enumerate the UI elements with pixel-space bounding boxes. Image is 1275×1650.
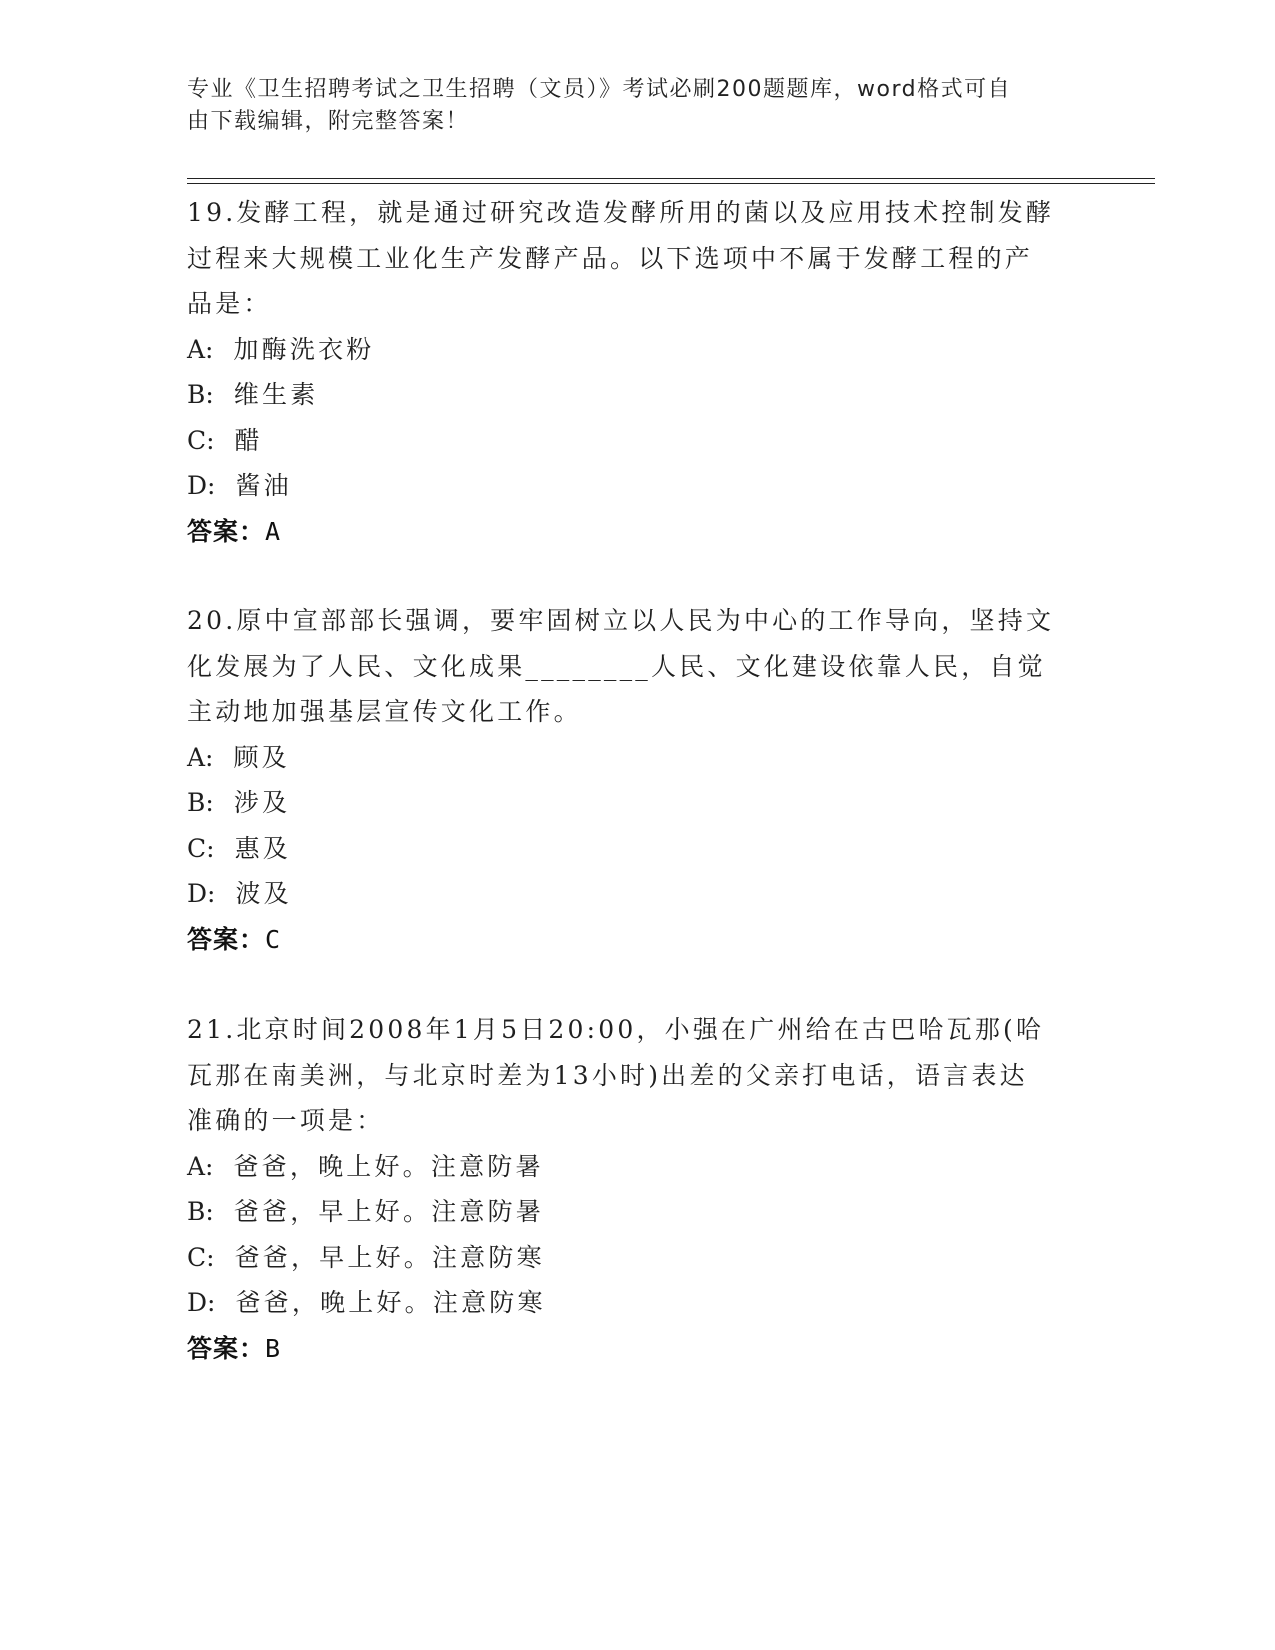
- header-divider-top: [187, 178, 1155, 179]
- answer-line: [187, 917, 1087, 963]
- option-text: 惠及: [234, 833, 291, 863]
- option-text: 爸爸，早上好。注意防寒: [234, 1242, 545, 1272]
- answer-label: 答案：: [187, 924, 266, 954]
- answer-line: [187, 1326, 1087, 1372]
- document-header: [187, 74, 1067, 138]
- option-d: [187, 463, 1087, 509]
- answer-value: B: [265, 1333, 282, 1363]
- question-stem-line: 过程来大规模工业化生产发酵产品。以下选项中不属于发酵工程的产: [187, 243, 1034, 273]
- question-stem-line: 21.北京时间2008年1月5日20:00，小强在广州给在古巴哈瓦那(哈: [187, 1015, 1045, 1044]
- option-letter: D:: [187, 879, 216, 908]
- option-text: 加酶洗衣粉: [233, 334, 375, 364]
- option-a: [187, 735, 1087, 781]
- option-letter: A:: [187, 1151, 214, 1181]
- option-a: [187, 327, 1087, 373]
- question-stem-line: 瓦那在南美洲，与北京时差为13小时)出差的父亲打电话，语言表达: [187, 1060, 1028, 1090]
- option-letter: C:: [187, 833, 215, 863]
- option-text: 酱油: [235, 471, 292, 500]
- option-c: [187, 418, 1087, 464]
- option-d: [187, 871, 1087, 917]
- option-letter: B:: [187, 788, 214, 817]
- option-letter: B:: [187, 380, 214, 409]
- question-19: [187, 190, 1087, 554]
- answer-value: C: [265, 924, 282, 954]
- option-letter: D:: [187, 1288, 216, 1317]
- option-c: [187, 826, 1087, 872]
- answer-label: 答案：: [187, 516, 266, 546]
- question-stem-line: 19.发酵工程，就是通过研究改造发酵所用的菌以及应用技术控制发酵: [187, 198, 1055, 227]
- option-text: 顾及: [233, 742, 290, 772]
- option-text: 爸爸，晚上好。注意防暑: [233, 1151, 544, 1181]
- question-21: [187, 1007, 1087, 1371]
- option-text: 醋: [234, 425, 263, 455]
- option-text: 维生素: [233, 380, 319, 409]
- question-stem-line: 主动地加强基层宣传文化工作。: [187, 697, 582, 726]
- option-d: [187, 1280, 1087, 1326]
- option-letter: C:: [187, 1242, 215, 1272]
- answer-value: A: [265, 516, 282, 546]
- option-text: 波及: [235, 879, 292, 908]
- option-text: 爸爸，晚上好。注意防寒: [235, 1288, 546, 1317]
- option-b: [187, 780, 1087, 826]
- option-c: [187, 1235, 1087, 1281]
- question-stem-line: 20.原中宣部部长强调，要牢固树立以人民为中心的工作导向，坚持文: [187, 606, 1055, 635]
- answer-label: 答案：: [187, 1333, 266, 1363]
- option-letter: A:: [187, 742, 214, 772]
- option-letter: A:: [187, 334, 214, 364]
- option-a: [187, 1144, 1087, 1190]
- question-20: [187, 598, 1087, 962]
- question-stem-line: 准确的一项是：: [187, 1106, 385, 1135]
- option-letter: D:: [187, 471, 216, 500]
- option-letter: B:: [187, 1197, 214, 1226]
- option-b: [187, 1189, 1087, 1235]
- answer-line: [187, 509, 1087, 555]
- option-b: [187, 372, 1087, 418]
- question-stem-line: 品是：: [187, 289, 272, 318]
- question-stem-line: 化发展为了人民、文化成果________人民、文化建设依靠人民，自觉: [187, 651, 1046, 681]
- header-line-2: 由下载编辑，附完整答案！: [187, 109, 470, 134]
- header-divider-bottom: [187, 183, 1155, 184]
- header-line-1: 专业《卫生招聘考试之卫生招聘（文员）》考试必刷200题题库，word格式可自: [187, 77, 1012, 102]
- option-letter: C:: [187, 425, 215, 455]
- option-text: 爸爸，早上好。注意防暑: [233, 1197, 544, 1226]
- option-text: 涉及: [233, 788, 291, 817]
